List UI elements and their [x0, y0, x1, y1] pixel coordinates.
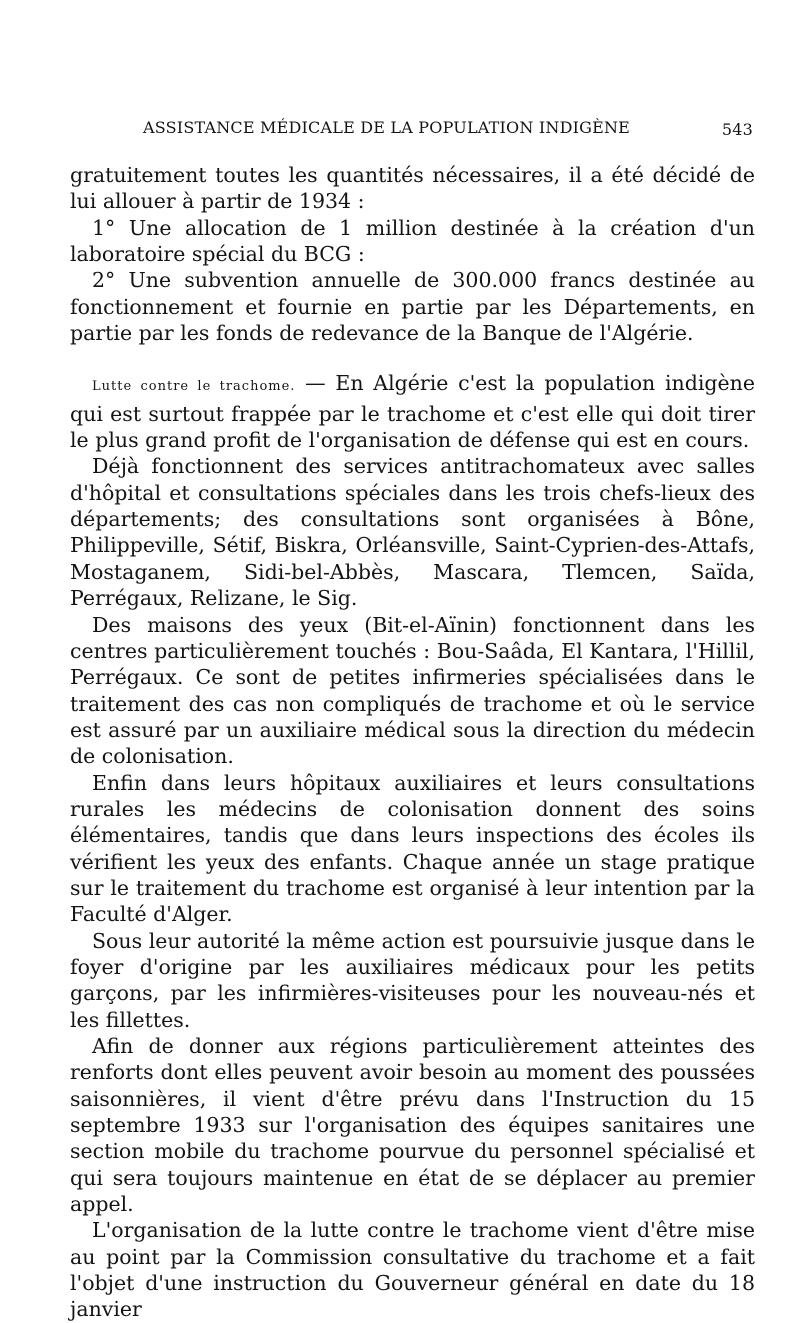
body-text [70, 162, 755, 1323]
paragraph-maisons-des-yeux: Des maisons des yeux (Bit-el-Aïnin) fonctionnent dans les centres particulièrement touchés : Bou-Saâda, El Kantara, l'Hillil, Perrégaux. Ce sont de petites infirmeries spécialisées dans le traitement des cas non compliqués de trachome et où le service est assuré par un auxiliaire médical sous la direction du médecin de colonisation. [70, 612, 755, 769]
paragraph-organisation: L'organisation de la lutte contre le trachome vient d'être mise au point par la Commission consultative du trachome et a fait l'objet d'une instruction du Gouverneur général en date du 18 janvier [70, 1218, 755, 1322]
paragraph-services: Déjà fonctionnent des services antitrachomateux avec salles d'hôpital et consultations spéciales dans les trois chefs-lieux des départements; des consultations sont organisées à Bône, Philippeville, Sétif, Biskra, Orléansville, Saint-Cyprien-des-Attafs, Mostaganem, Sidi-bel-Abbès, Mascara, Tlemcen, Saïda, Perrégaux, Relizane, le Sig. [70, 454, 755, 611]
paragraph-hopitaux: Enfin dans leurs hôpitaux auxiliaires et leurs consultations rurales les médecins de colonisation donnent des soins élémentaires, tandis que dans leurs inspections des écoles ils vérifient les yeux des enfants. Chaque année un stage pratique sur le traitement du trachome est organisé à leur intention par la Faculté d'Alger. [70, 770, 755, 927]
paragraph-renforts: Afin de donner aux régions particulièrement atteintes des renforts dont elles peuvent avoir besoin au moment des poussées saisonnières, il vient d'être prévu dans l'Instruction du 15 septembre 1933 sur l'organisation des équipes sanitaires une section mobile du trachome pourvue du personnel spécialisé et qui sera toujours maintenue en état de se déplacer au premier appel. [70, 1034, 755, 1217]
paragraph-subvention: 2° Une subvention annuelle de 300.000 francs destinée au fonctionnement et fournie en partie par les Départements, en partie par les fonds de redevance de la Banque de l'Algérie. [70, 268, 755, 346]
section-heading: Lutte contre le trachome. [92, 379, 296, 395]
paragraph-continuation: gratuitement toutes les quantités nécessaires, il a été décidé de lui allouer à partir de 1934 : [70, 163, 755, 214]
paragraph-trachome-intro [70, 370, 755, 453]
paragraph-autorite: Sous leur autorité la même action est poursuivie jusque dans le foyer d'origine par les auxiliaires médicaux pour les petits garçons, par les infirmières-visiteuses pour les nouveau-nés et les fillettes. [70, 928, 755, 1032]
running-title: ASSISTANCE MÉDICALE DE LA POPULATION INDIGÈNE [143, 118, 631, 137]
page-number: 543 [721, 120, 753, 139]
paragraph-allocation: 1° Une allocation de 1 million destinée à la création d'un laboratoire spécial du BCG : [70, 215, 755, 267]
section-intro-text: — En Algérie c'est la population indigène qui est surtout frappée par le trachome et c'est elle qui doit tirer le plus grand profit de l'organisation de défense qui est en cours. [70, 371, 755, 453]
running-header [70, 118, 755, 148]
section-gap [70, 346, 755, 370]
